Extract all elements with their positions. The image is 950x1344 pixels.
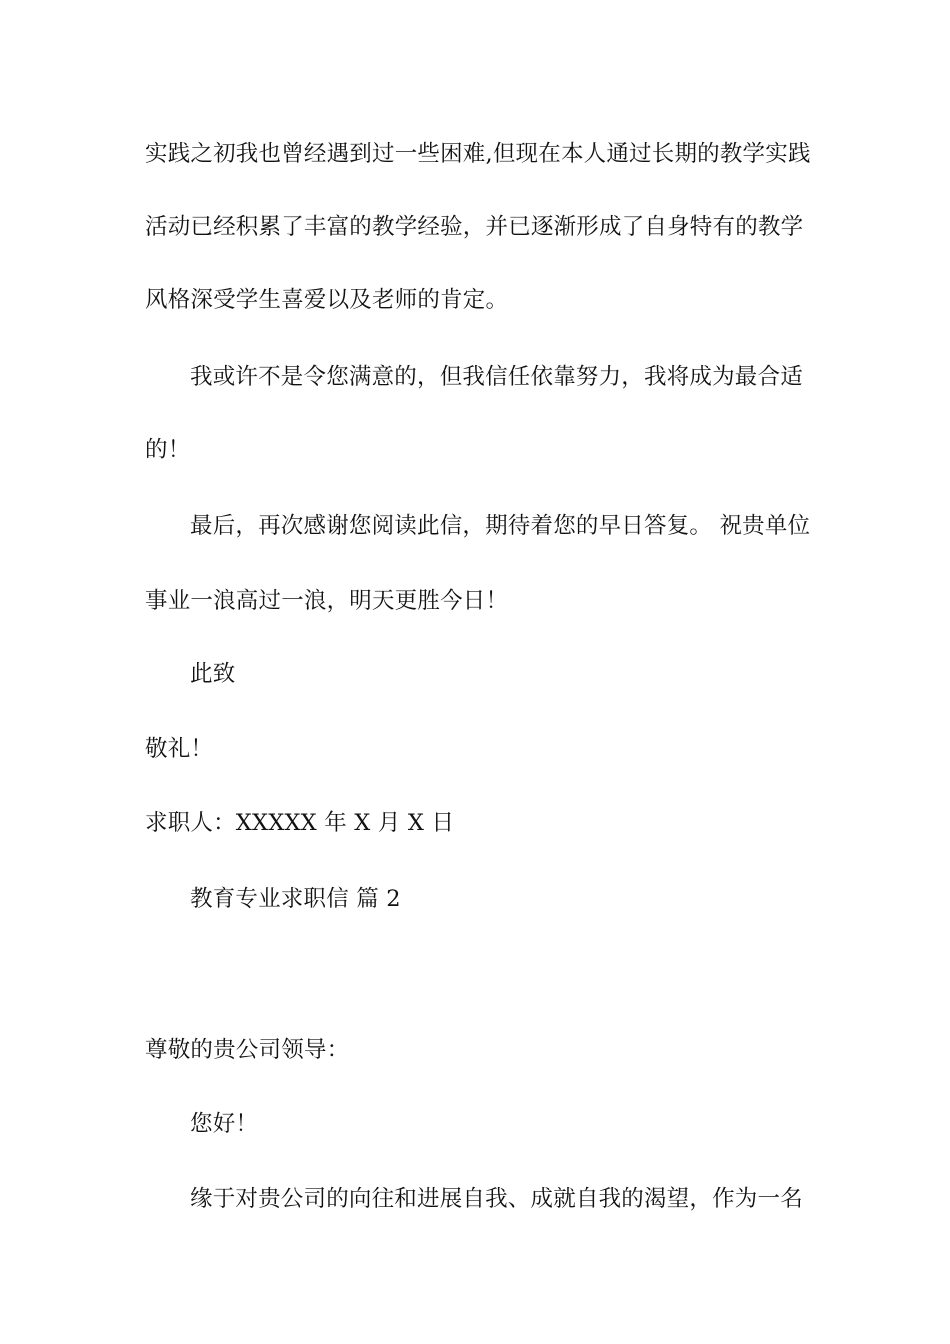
closing-salutation: 此致 <box>190 661 236 687</box>
paragraph-line: 的！ <box>145 437 191 463</box>
paragraph-line: 最后，再次感谢您阅读此信，期待着您的早日答复。 祝贵单位 <box>190 513 811 539</box>
paragraph-line: 事业一浪高过一浪，明天更胜今日！ <box>145 588 509 614</box>
paragraph-line: 缘于对贵公司的向往和进展自我、成就自我的渴望，作为一名 <box>190 1186 803 1212</box>
signature-line: 求职人：XXXXX 年 X 月 X 日 <box>145 810 455 836</box>
letter-hello: 您好！ <box>190 1111 259 1137</box>
section-heading: 教育专业求职信 篇 2 <box>190 886 401 912</box>
paragraph-line: 活动已经积累了丰富的教学经验，并已逐渐形成了自身特有的教学 <box>145 214 804 240</box>
closing-regards: 敬礼！ <box>145 736 214 762</box>
paragraph-line: 实践之初我也曾经遇到过一些困难,但现在本人通过长期的教学实践 <box>145 141 811 167</box>
paragraph-line: 风格深受学生喜爱以及老师的肯定。 <box>145 287 509 313</box>
paragraph-line: 我或许不是令您满意的，但我信任依靠努力，我将成为最合适 <box>190 364 803 390</box>
letter-greeting: 尊敬的贵公司领导： <box>145 1037 350 1063</box>
